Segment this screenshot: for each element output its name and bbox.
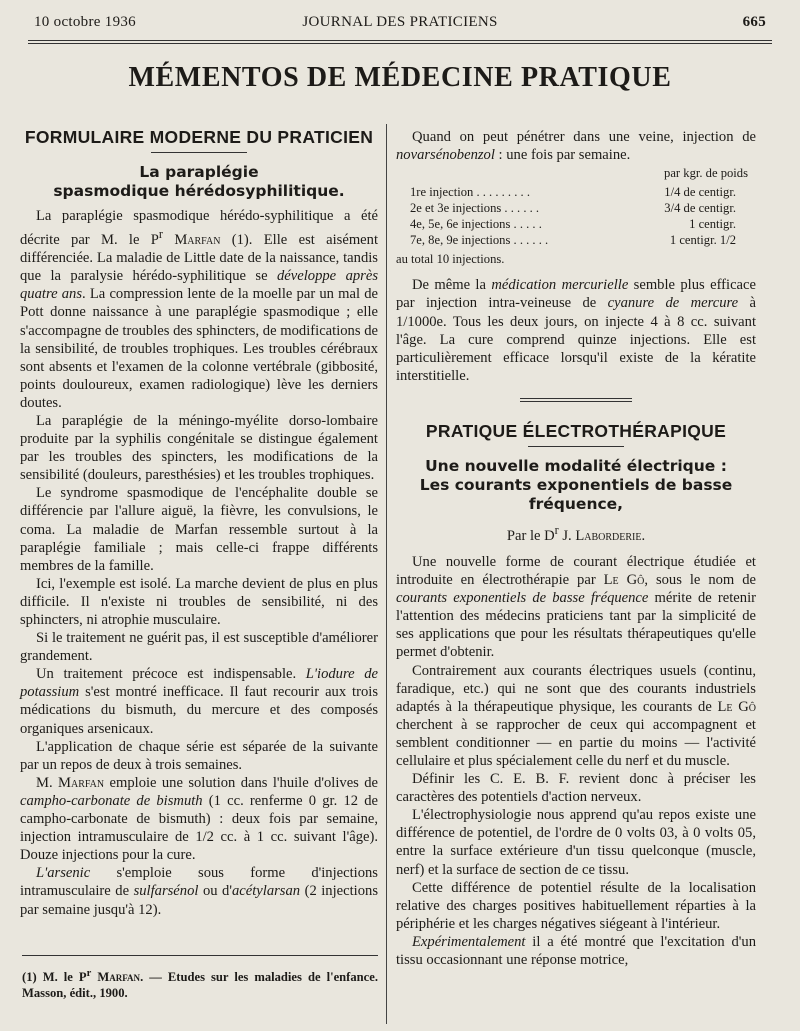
article-title-courants — [396, 457, 756, 514]
text-run: mérite de retenir l'attention des médecins praticiens tant par la simplicité de ses applications que pour les résultats thérapeutiques qu'elle permet d'obtenir. — [396, 590, 756, 661]
article-title-line: Les courants exponentiels de basse fréquence, — [419, 476, 733, 514]
paragraph: La paraplégie de la méningo-myélite dorso-lombaire produite par la syphilis congénitale se distingue également par les troubles des spincters, les modifications de la sensibilité (douleurs, paresthésies) et les troubles trophiques. — [20, 412, 378, 484]
article-title-line: spasmodique hérédosyphilitique. — [53, 182, 345, 201]
superscript: r — [86, 968, 92, 979]
paragraph: Si le traitement ne guérit pas, il est susceptible d'améliorer grandement. — [20, 630, 378, 665]
text-run: ou d' — [198, 883, 232, 900]
text-run: s'emploie sous forme d'injections intramusculaire de — [20, 865, 378, 900]
text-run: (1 cc. renferme 0 gr. 12 de campho-carbonate de bismuth) : deux fois par semaine, injection intramusculaire de 1/2 cc. à 1 cc. suivant l'âge). Douze injections pour la cure. — [20, 792, 379, 864]
article-title-line: La paraplégie — [139, 163, 259, 182]
issue-date: 10 octobre 1936 — [34, 14, 136, 30]
emphasis: L'iodure de potassium — [20, 666, 378, 701]
byline — [396, 521, 756, 545]
superscript: r — [158, 227, 163, 242]
paragraph — [20, 665, 378, 737]
page-number: 665 — [742, 14, 766, 30]
emphasis: médication mercurielle — [491, 277, 629, 294]
author-name: Laborderie — [575, 527, 642, 544]
paragraph: L'électrophysiologie nous apprend qu'au repos existe une différence de potentiel, de l'ordre de 0 volts 03, à 0 volts 05, entre la surface extérieure d'un tissu quelconque (muscle, nerf) et la surface de section de ce tissu. — [396, 807, 756, 878]
footnote-rule — [22, 955, 378, 956]
text-run: La paraplégie spasmodique hérédo-syphilitique a été décrite par M. le P — [20, 208, 378, 249]
text-run: Un traitement précoce est indispensable. — [36, 666, 306, 683]
text-run: emploie une solution dans l'huile d'olives de — [104, 774, 378, 791]
column-divider — [386, 124, 387, 1024]
paragraph: Définir les C. E. B. F. revient donc à préciser les caractères des potentiels d'action nerveux. — [396, 771, 756, 806]
article-title-line: Une nouvelle modalité électrique : — [425, 457, 727, 476]
paragraph: Le syndrome spasmodique de l'encéphalite double se différencie par l'allure aiguë, la fièvre, les convulsions, le coma. La maladie de Marfan ressemble surtout à la paraplégie familiale ; mais celle-ci frappe différents membres de la famille. — [20, 485, 378, 574]
emphasis: Expérimentalement — [412, 933, 526, 950]
paragraph — [396, 553, 756, 662]
emphasis: cyanure de mercure — [607, 295, 739, 312]
dose-cell: 1 centigr. 1/2 — [669, 233, 736, 248]
paragraph — [396, 933, 756, 969]
paragraph — [20, 774, 378, 864]
section-rule — [151, 152, 247, 153]
injection-cell: 4e, 5e, 6e injections . . . . . — [410, 217, 542, 232]
dose-table — [396, 184, 756, 248]
text-run: il a été montré que l'excitation d'un tissu occasionnant une réponse motrice, — [396, 933, 756, 969]
text-run: s'est montré inefficace. Il faut recourir aux trois médications du bismuth, du mercure et des composés organiques arsenicaux. — [20, 684, 378, 737]
section-heading-electrotherapie: PRATIQUE ÉLECTROTHÉRAPIQUE — [425, 420, 727, 441]
injection-total: au total 10 injections. — [396, 252, 505, 267]
emphasis: novarsénobenzol — [396, 147, 495, 164]
author-name: Marfan — [174, 232, 221, 249]
emphasis: campho-carbonate de bismuth — [20, 792, 203, 809]
table-row — [396, 216, 756, 232]
paragraph: L'application de chaque série est séparée de la suivante par un repos de deux à trois semaines. — [20, 738, 378, 773]
text-run: (1). Elle est aisément différenciée. La maladie de Little date de la naissance, tandis que la paralysie hérédo-syphilitique se — [20, 232, 379, 285]
dose-table-header: par kgr. de poids — [664, 166, 748, 181]
paragraph — [396, 662, 756, 771]
text-run: . — Etudes sur les maladies de l'enfance. Masson, édit., 1900. — [22, 970, 379, 1001]
text-run: Par le D — [506, 527, 555, 544]
text-run: Quand on peut pénétrer dans une veine, injection de — [412, 129, 756, 145]
superscript: r — [554, 523, 559, 538]
header-rule-secondary — [28, 43, 772, 44]
journal-name: JOURNAL DES PRATICIENS — [302, 14, 498, 30]
text-run: . La compression lente de la moelle par un mal de Pott donne naissance à une paraplégie spasmodique ; elle s'accompagne de troubles des sphincters, de modifications de la sensibilité, de troubles trophiques. Les troubles cérébraux sont absents et l'examen de la colonne vertébrale (gibbosité, points douloureux, examen radiologique) lève les derniers doutes. — [20, 286, 378, 411]
text-run: . — [641, 527, 646, 544]
dose-cell: 1 centigr. — [689, 217, 736, 232]
paragraph: Cette différence de potentiel résulte de la localisation relative des charges positives habituellement réparties à la périphérie et les charges négatives siégeant à l'intérieur. — [396, 879, 756, 932]
injection-cell: 1re injection . . . . . . . . . — [410, 185, 530, 200]
article-title-paraplegie — [20, 163, 378, 201]
table-row — [396, 200, 756, 216]
emphasis: L'arsenic — [36, 865, 91, 882]
text-run: J. — [558, 527, 576, 544]
section-rule — [528, 446, 624, 447]
paragraph: Ici, l'exemple est isolé. La marche devient de plus en plus difficile. Il n'existe ni troubles de sensibilité, ni des sphincters, ni atrophie musculaire. — [20, 575, 378, 629]
text-run: cherchent à se rapprocher de ceux qui accompagnent et semblent conditionner — en partie du moins — l'activité cellulaire et plus spécialement celle du nerf et du muscle. — [396, 716, 756, 770]
emphasis: développe après quatre ans — [20, 268, 378, 303]
running-header — [34, 14, 766, 36]
left-column — [20, 128, 378, 919]
section-heading-formulaire: FORMULAIRE MODERNE DU PRATICIEN — [24, 127, 374, 147]
text-run: Une nouvelle forme de courant électrique étudiée et introduite en électrothérapie par — [396, 553, 756, 589]
section-separator — [520, 398, 632, 402]
paragraph — [396, 128, 756, 164]
text-run: (1) M. le P — [22, 970, 87, 985]
text-run: M. — [36, 774, 58, 791]
text-run: Contrairement aux courants électriques usuels (continu, faradique, etc.) qui ne sont que des courants industriels adaptés à la thérapeutique physique, les courants de — [396, 662, 756, 715]
main-title: MÉMENTOS DE MÉDECINE PRATIQUE — [128, 62, 672, 93]
text-run: à 1/1000e. Tous les deux jours, on injecte 4 à 8 cc. suivant l'âge. La cure comprend quinze injections. Elle est particulièrement efficace lorsqu'il existe de la kératite interstitielle. — [396, 295, 757, 384]
text-run: , sous le nom de — [644, 572, 756, 589]
table-row — [396, 232, 756, 248]
paragraph — [20, 864, 378, 918]
text-run: (2 injections par semaine jusqu'à 12). — [20, 883, 378, 918]
emphasis: acétylarsan — [231, 883, 301, 900]
paragraph — [20, 207, 378, 412]
text-run: : une fois par semaine. — [494, 147, 631, 164]
paragraph — [396, 276, 756, 385]
table-row — [396, 184, 756, 200]
text-run: semble plus efficace par injection intra-veineuse de — [396, 277, 756, 312]
injection-cell: 2e et 3e injections . . . . . . — [410, 201, 540, 216]
author-name: Marfan — [97, 970, 141, 985]
text-run: De même la — [412, 277, 492, 294]
author-name: Le Gô — [717, 698, 756, 715]
dose-cell: 3/4 de centigr. — [664, 201, 736, 216]
author-name: Le Gô — [603, 572, 645, 589]
author-name: Marfan — [58, 774, 105, 791]
footnote — [22, 966, 378, 1001]
dose-cell: 1/4 de centigr. — [664, 185, 736, 200]
right-column — [396, 128, 756, 969]
injection-cell: 7e, 8e, 9e injections . . . . . . — [410, 233, 549, 248]
header-rule — [28, 40, 772, 41]
emphasis: courants exponentiels de basse fréquence — [396, 590, 649, 607]
emphasis: sulfarsénol — [133, 883, 199, 900]
